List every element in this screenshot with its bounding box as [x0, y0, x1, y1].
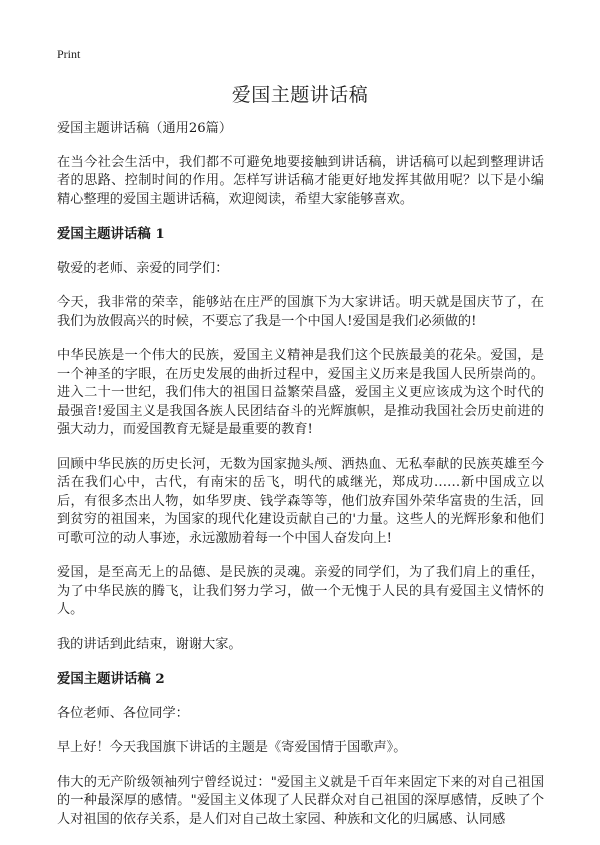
section-1-greeting: 敬爱的老师、亲爱的同学们： [57, 260, 229, 276]
document-title: 爱国主题讲话稿 [231, 84, 369, 106]
intro-paragraph: 在当今社会生活中，我们都不可避免地要接触到讲话稿，讲话稿可以起到整理讲话者的思路、控制时间的作用。怎样写讲话稿才能更好地发挥其做用呢？以下是小编精心整理的爱国主题讲话稿，欢迎阅读，希望大家能够喜欢。 [57, 154, 544, 207]
section-1-paragraph: 今天，我非常的荣幸，能够站在庄严的国旗下为大家讲话。明天就是国庆节了，在我们为放假高兴的时候，不要忘了我是一个中国人!爱国是我们必须做的! [57, 295, 544, 329]
document-body [57, 120, 544, 845]
section-1-closing: 我的讲话到此结束，谢谢大家。 [57, 636, 242, 652]
print-link[interactable]: Print [57, 47, 81, 61]
section-1-paragraph: 爱国，是至高无上的品德、是民族的灵魂。亲爱的同学们，为了我们肩上的重任，为了中华民族的腾飞，让我们努力学习，做一个无愧于人民的具有爱国主义情怀的人。 [57, 565, 544, 617]
section-1-paragraph: 回顾中华民族的历史长河，无数为国家抛头颅、洒热血、无私奉献的民族英雄至今活在我们心中，古代，有南宋的岳飞，明代的戚继光，郑成功……新中国成立以后，有很多杰出人物，如华罗庚、钱学森等等，他们放弃国外荣华富贵的生活，回到贫穷的祖国来，为国家的现代化建设贡献自己的'力量。这些人的光辉形象和他们可歌可泣的动人事迹，永远激励着每一个中国人奋发向上! [57, 456, 544, 546]
document-subtitle: 爱国主题讲话稿（通用26篇） [57, 121, 233, 136]
section-1-paragraph: 中华民族是一个伟大的民族，爱国主义精神是我们这个民族最美的花朵。爱国，是一个神圣的字眼，在历史发展的曲折过程中，爱国主义历来是我国人民所崇尚的。进入二十一世纪，我们伟大的祖国日益繁荣昌盛，爱国主义更应该成为这个时代的最强音!爱国主义是我国各族人民团结奋斗的光辉旗帜，是推动我国社会历史前进的强大动力，而爱国教育无疑是最重要的教育! [57, 348, 544, 437]
section-2-paragraph: 伟大的无产阶级领袖列宁曾经说过："爱国主义就是千百年来固定下来的对自己祖国的一种最深厚的感情。"爱国主义体现了人民群众对自己祖国的深厚感情，反映了个人对祖国的依存关系，是人们对自己故土家园、种族和文化的归属感、认同感 [57, 774, 544, 827]
section-2-greeting: 各位老师、各位同学： [57, 705, 189, 721]
section-heading-1: 爱国主题讲话稿 1 [57, 226, 165, 242]
section-2-paragraph: 早上好！今天我国旗下讲话的主题是《寄爱国情于国歌声》。 [57, 740, 407, 755]
section-heading-2: 爱国主题讲话稿 2 [57, 671, 165, 687]
